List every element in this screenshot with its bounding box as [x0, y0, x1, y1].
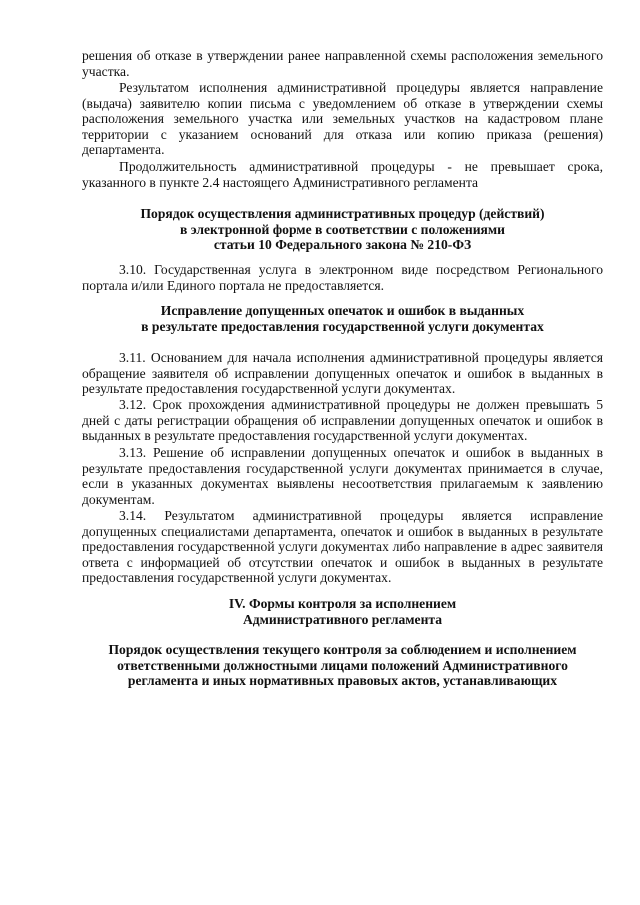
heading-line: Порядок осуществления административных процедур (действий)	[140, 206, 545, 221]
heading-line: Порядок осуществления текущего контроля за соблюдением и исполнением	[108, 642, 577, 657]
heading-line: Административного регламента	[242, 611, 443, 627]
paragraph-3-14: 3.14. Результатом административной процедуры является исправление допущенных специалистами департамента, опечаток и ошибок в выданных в результате предоставления государственной услуги документах либо направление в адрес заявителя ответа с информацией об отсутствии опечаток и ошибок в выданных в результате предоставления государственной услуги документах.	[82, 508, 603, 586]
heading-line: IV. Формы контроля за исполнением	[228, 596, 457, 611]
section-heading-corrections	[82, 303, 603, 334]
heading-line: ответственными должностными лицами положений Административного	[117, 657, 568, 673]
paragraph-3-13: 3.13. Решение об исправлении допущенных опечаток и ошибок в выданных в результате предоставления государственной услуги документах принимается в случае, если в указанных документах выявлены несоответствия прилагаемым к заявлению документам.	[82, 445, 603, 507]
paragraph-3-12: 3.12. Срок прохождения административной процедуры не должен превышать 5 дней с даты регистрации обращения об исправлении допущенных опечаток и ошибок в выданных в результате предоставления государственной услуги документах.	[82, 397, 603, 444]
heading-line: статьи 10 Федерального закона № 210-ФЗ	[213, 237, 472, 253]
paragraph-result-refusal: Результатом исполнения административной процедуры является направление (выдача) заявителю копии письма с уведомлением об отказе в утверждении схемы расположения земельного участка или земельных участков на кадастровом плане территории с указанием оснований для отказа или копию приказа (решения) департамента.	[82, 80, 603, 158]
chapter-heading-control-forms	[82, 596, 603, 627]
heading-line: в электронной форме в соответствии с положениями	[180, 221, 505, 237]
paragraph-continuation: решения об отказе в утверждении ранее направленной схемы расположения земельного участка.	[82, 48, 603, 79]
paragraph-3-11: 3.11. Основанием для начала исполнения административной процедуры является обращение заявителя об исправлении допущенных опечаток и ошибок в выданных в результате предоставления государственной услуги документах.	[82, 350, 603, 397]
heading-line: Исправление допущенных опечаток и ошибок в выданных	[160, 303, 525, 318]
section-heading-current-control	[82, 642, 603, 689]
heading-line: регламента и иных нормативных правовых актов, устанавливающих	[127, 673, 558, 689]
section-heading-electronic-procedures	[82, 206, 603, 253]
heading-line: в результате предоставления государственной услуги документах	[141, 318, 544, 334]
paragraph-3-10: 3.10. Государственная услуга в электронном виде посредством Регионального портала и/или Единого портала не предоставляется.	[82, 262, 603, 293]
paragraph-duration: Продолжительность административной процедуры - не превышает срока, указанного в пункте 2.4 настоящего Административного регламента	[82, 159, 603, 190]
